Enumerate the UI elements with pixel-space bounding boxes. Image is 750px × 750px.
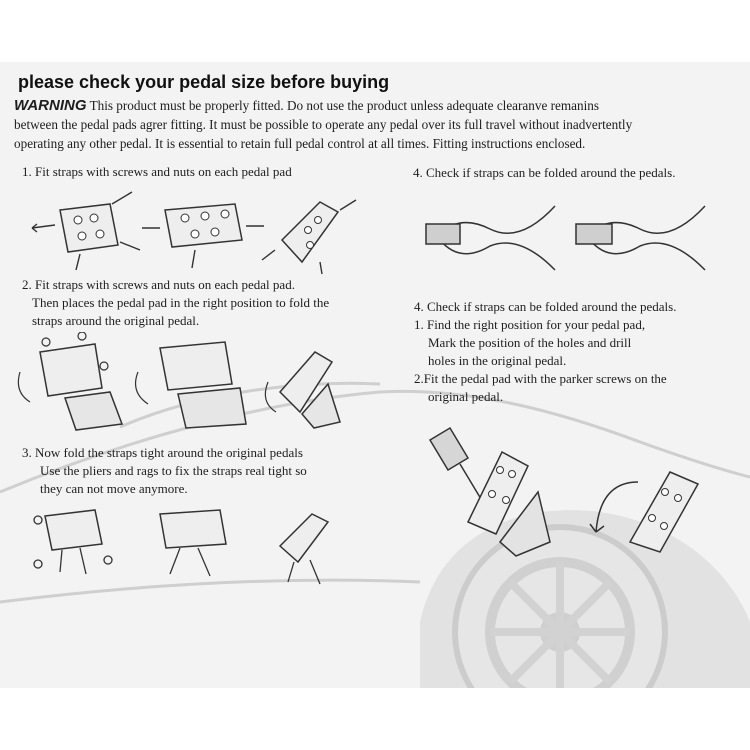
step-2-line: 2. Fit straps with screws and nuts on each pedal pad. <box>22 277 295 292</box>
step-4a-line: 4. Check if straps can be folded around the pedals. <box>413 165 676 180</box>
step-4b-text <box>414 298 676 406</box>
step-3-diagram <box>20 502 350 587</box>
warning-line-1: This product must be properly fitted. Do not use the product unless adequate clearanve remanins <box>89 98 599 113</box>
step-4a-pliers-diagram <box>420 194 720 274</box>
step-2-line: straps around the original pedal. <box>32 313 200 328</box>
step-4b-line: original pedal. <box>428 389 504 404</box>
step-2-line: Then places the pedal pad in the right position to fold the <box>32 295 330 310</box>
warning-line-3: operating any other pedal. It is essential to retain full pedal control at all times. Fitting instructions enclosed. <box>14 136 586 151</box>
warning-block <box>14 96 736 153</box>
step-3-line: they can not move anymore. <box>40 481 188 496</box>
step-3-line: 3. Now fold the straps tight around the original pedals <box>22 445 303 460</box>
step-1-diagram <box>20 190 360 275</box>
page-title: please check your pedal size before buying <box>18 72 390 92</box>
step-2-text <box>22 276 329 330</box>
step-1-text <box>22 163 292 181</box>
step-4b-line: 2.Fit the pedal pad with the parker screws on the <box>414 371 667 386</box>
step-4b-line: Mark the position of the holes and drill <box>428 335 632 350</box>
step-4b-line: 4. Check if straps can be folded around the pedals. <box>414 299 677 314</box>
step-3-text <box>22 444 307 498</box>
pliers-icon <box>576 206 705 270</box>
step-3-line: Use the pliers and rags to fix the straps real tight so <box>40 463 307 478</box>
step-4b-line: holes in the original pedal. <box>428 353 567 368</box>
warning-label: WARNING <box>14 97 87 114</box>
pliers-icon <box>426 206 555 270</box>
screwdriver-icon <box>430 428 484 504</box>
instruction-sheet <box>0 62 750 688</box>
step-1-line: 1. Fit straps with screws and nuts on each pedal pad <box>22 164 292 179</box>
step-2-diagram <box>10 332 350 432</box>
step-4a-text <box>413 164 675 182</box>
step-4b-diagram <box>420 422 720 572</box>
step-4b-line: 1. Find the right position for your pedal pad, <box>414 317 646 332</box>
warning-line-2: between the pedal pads agrer fitting. It must be possible to operate any pedal over its full travel without inadvertently <box>14 117 633 132</box>
